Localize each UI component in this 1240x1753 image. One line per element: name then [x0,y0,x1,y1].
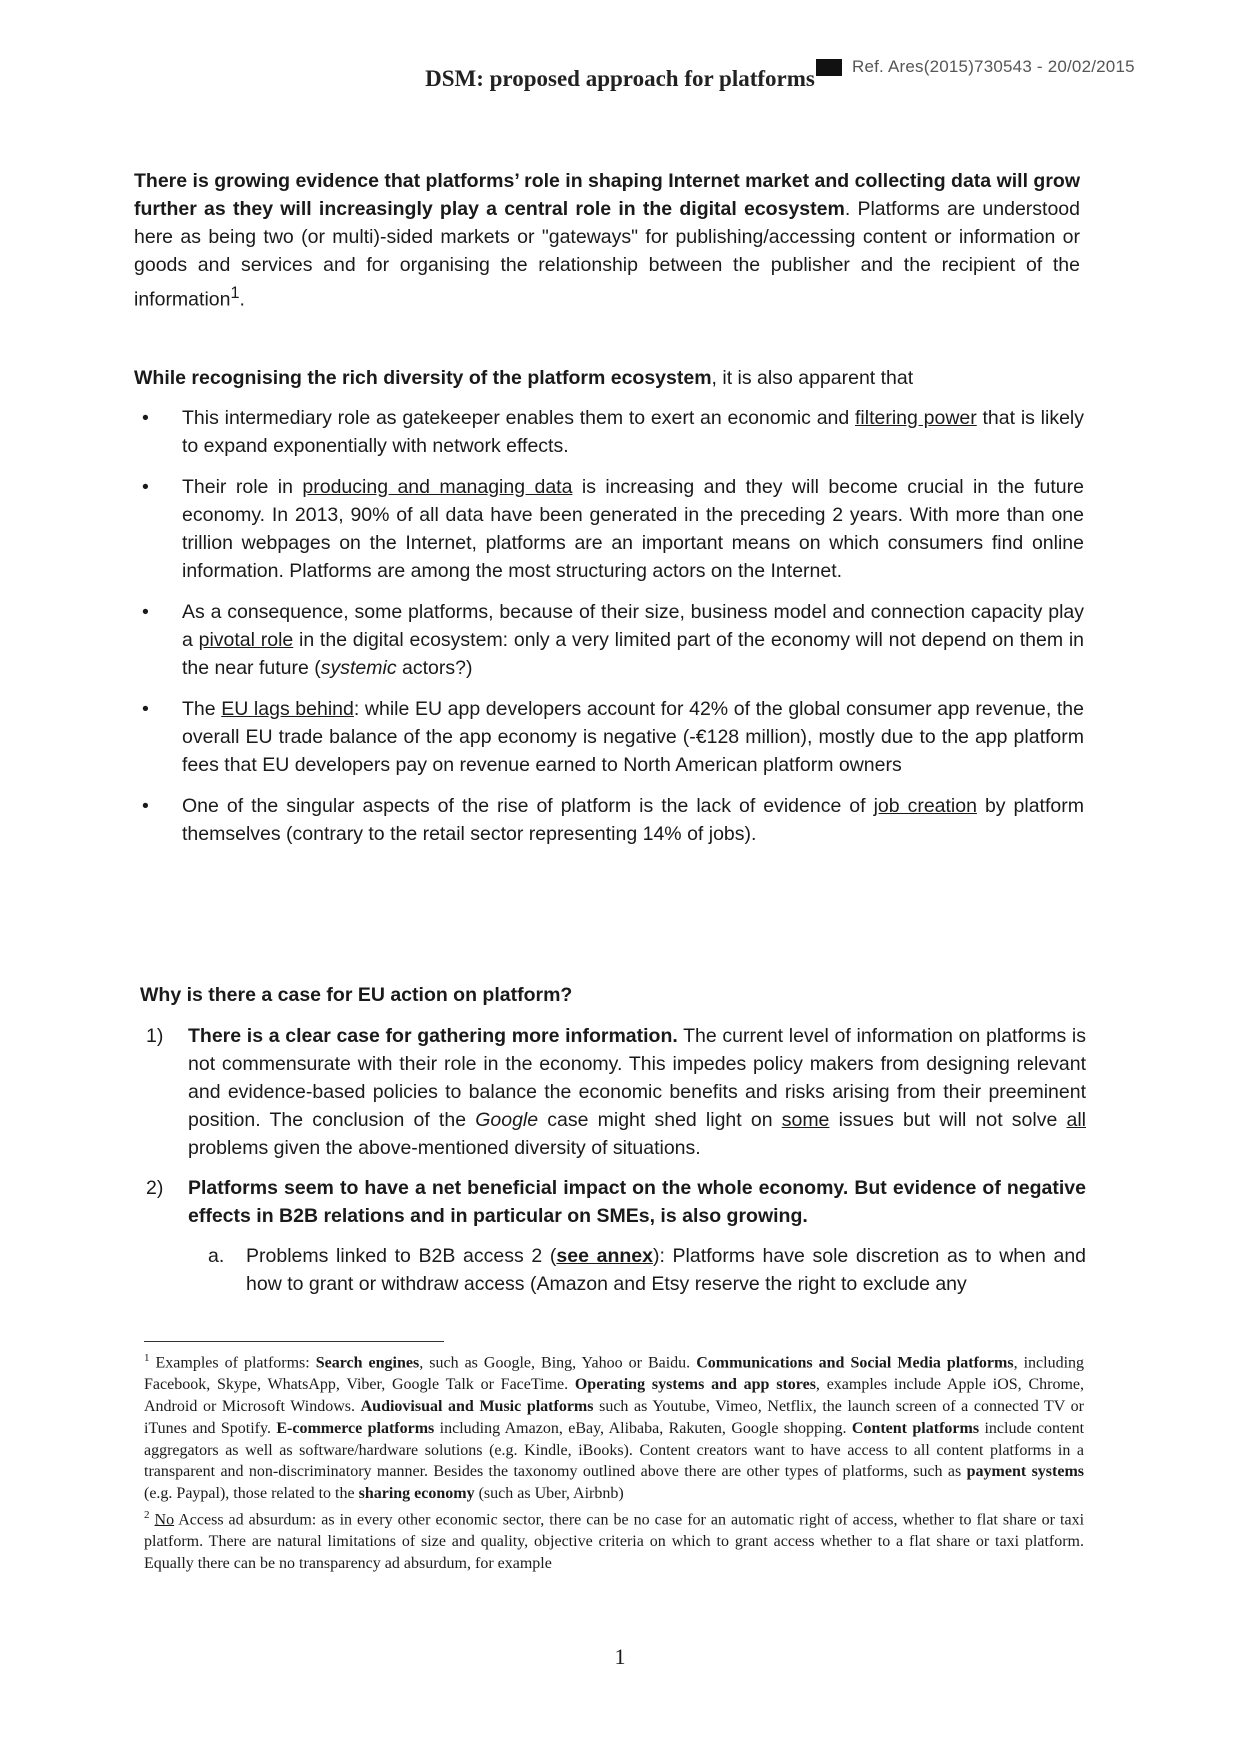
intro-text: . Platforms are understood here as being two (or multi)-sided markets or "gateways" for publishing/accessing content or information or goods and services and for organising the relationship between the publisher and the recipient of the information [134,198,1080,311]
bullet-dot: • [142,795,149,817]
bullet-underline: job creation [873,795,977,817]
footnote-text: , such as Google, Bing, Yahoo or Baidu. [419,1354,697,1372]
section-heading: Why is there a case for EU action on platform? [140,984,573,1006]
footnote-text: Access ad absurdum: as in every other economic sector, there can be no case for an automatic right of access, whether to flat share or taxi platform. There are natural limitations of size and quality, objective criteria on which to grant access whether to a flat share or taxi platform. Equally there can be no transparency ad absurdum, for example [144,1511,1085,1572]
bullet-text: This intermediary role as gatekeeper enables them to exert an economic and [182,407,855,429]
footnote-text: Examples of platforms: [149,1354,316,1372]
bullet-text: by platform themselves (contrary to the retail sector representing 14% of jobs). [182,795,1084,845]
footnotes [144,1348,1084,1575]
item-text: case might shed light on [538,1109,782,1131]
item-bold: There is a clear case for gathering more information. [188,1025,678,1047]
bullet-dot: • [142,601,149,623]
footnote-ref-1: 1 [230,284,240,302]
list-item [140,473,1084,585]
footnote-1 [144,1348,1084,1505]
intro-end: . [239,288,245,311]
bullet-text: : while EU app developers account for 42% of the global consumer app revenue, the overall EU trade balance of the app economy is negative (-€128 million), mostly due to the app platform fees that EU developers pay on revenue earned to North American platform owners [182,698,1084,776]
bullet-list [140,404,1084,861]
item-italic: Google [475,1109,539,1131]
bullet-underline: filtering power [855,407,977,429]
footnote-bold: sharing economy [358,1485,475,1503]
bullet-underline: EU lags behind [221,698,354,720]
footnote-text: (such as Uber, Airbnb) [474,1485,624,1503]
item-text: ): Platforms have sole discretion as to when and how to grant or withdraw access (Amazon and Etsy reserve the right to exclude any [246,1245,1087,1295]
bullet-text: actors?) [396,657,473,679]
footnote-text: , including Facebook, Skype, WhatsApp, Viber, Google Talk or FaceTime. [144,1354,1085,1394]
item-text: Problems linked to B2B access 2 ( [246,1245,557,1267]
item-number: 2) [146,1177,164,1199]
numbered-list [146,1022,1086,1298]
footnote-text: (e.g. Paypal), those related to the [144,1485,359,1503]
item-text: The current level of information on platforms is not commensurate with their role in the economy. This impedes policy makers from designing relevant and evidence-based policies to balance the economic benefits and risks arising from their preeminent position. The conclusion of the [188,1025,1086,1131]
recognising-text: , it is also apparent that [711,367,914,389]
list-item [140,404,1084,460]
bullet-text: As a consequence, some platforms, because of their size, business model and connection capacity play a [182,601,1084,651]
bullet-italic: systemic [320,657,397,679]
footnote-bold: Operating systems and app stores [574,1376,816,1394]
bullet-text: One of the singular aspects of the rise of platform is the lack of evidence of [182,795,874,817]
bullet-text: Their role in [182,476,303,498]
list-item [140,695,1084,779]
sub-list-item [188,1242,1086,1298]
footnote-underline: No [154,1511,175,1529]
list-item [140,598,1084,682]
footnote-number: 2 [144,1508,150,1521]
bullet-text: in the digital ecosystem: only a very limited part of the economy will not depend on them in the near future ( [182,629,1084,679]
recognising-bold: While recognising the rich diversity of the platform ecosystem [134,367,712,389]
footnote-2 [144,1505,1084,1575]
item-underline: all [1066,1109,1086,1131]
page-title: DSM: proposed approach for platforms [425,66,815,91]
item-text: problems given the above-mentioned diversity of situations. [188,1137,701,1159]
footnote-divider [144,1341,444,1342]
footnote-text: including Amazon, eBay, Alibaba, Rakuten, Google shopping. [434,1419,852,1437]
list-item [146,1174,1086,1230]
item-underline: some [781,1109,830,1131]
footnote-bold: Communications and Social Media platforms [696,1354,1014,1372]
list-item [146,1022,1086,1162]
intro-paragraph [134,167,1080,314]
annex-link: see annex [556,1245,653,1267]
bullet-text: is increasing and they will become crucial in the future economy. In 2013, 90% of all data have been generated in the preceding 2 years. With more than one trillion webpages on the Internet, platforms are an important means on which consumers find online information. Platforms are among the most structuring actors on the Internet. [182,476,1084,582]
footnote-bold: Content platforms [851,1419,980,1437]
footnote-text: , examples include Apple iOS, Chrome, Android or Microsoft Windows. [144,1376,1084,1415]
list-item [140,792,1084,848]
document-reference: Ref. Ares(2015)730543 - 20/02/2015 [852,57,1135,76]
bullet-dot: • [142,407,149,429]
intro-bold: There is growing evidence that platforms’ role in shaping Internet market and collecting data will grow further as they will increasingly play a central role in the digital ecosystem [134,170,1080,220]
footnote-bold: E-commerce platforms [276,1419,435,1437]
item-text: issues but will not solve [829,1109,1067,1131]
footnote-bold: Search engines [315,1354,420,1372]
footnote-text: include content aggregators as well as software/hardware solutions (e.g. Kindle, iBooks). Content creators want to have access to all content platforms in a transparent and non-discriminatory manner. Besides the taxonomy outlined above there are other types of platforms, such as [144,1419,1085,1481]
bullet-underline: pivotal role [198,629,294,651]
footnote-text: such as Youtube, Vimeo, Netflix, the launch screen of a connected TV or iTunes and Spotify. [144,1397,1085,1437]
bullet-underline: producing and managing data [302,476,573,498]
bullet-text: that is likely to expand exponentially with network effects. [182,407,1085,457]
item-number: a. [208,1245,225,1267]
footnote-bold: Audiovisual and Music platforms [360,1397,594,1415]
bullet-dot: • [142,698,149,720]
recognising-paragraph [134,364,1080,392]
footnote-number: 1 [144,1352,150,1364]
footnote-bold: payment systems [966,1463,1085,1481]
item-number: 1) [146,1025,164,1047]
page-number: 1 [614,1644,626,1669]
item-bold: Platforms seem to have a net beneficial impact on the whole economy. But evidence of negative effects in B2B relations and in particular on SMEs, is also growing. [188,1177,1086,1227]
bullet-text: The [182,698,222,720]
bullet-dot: • [142,476,149,498]
